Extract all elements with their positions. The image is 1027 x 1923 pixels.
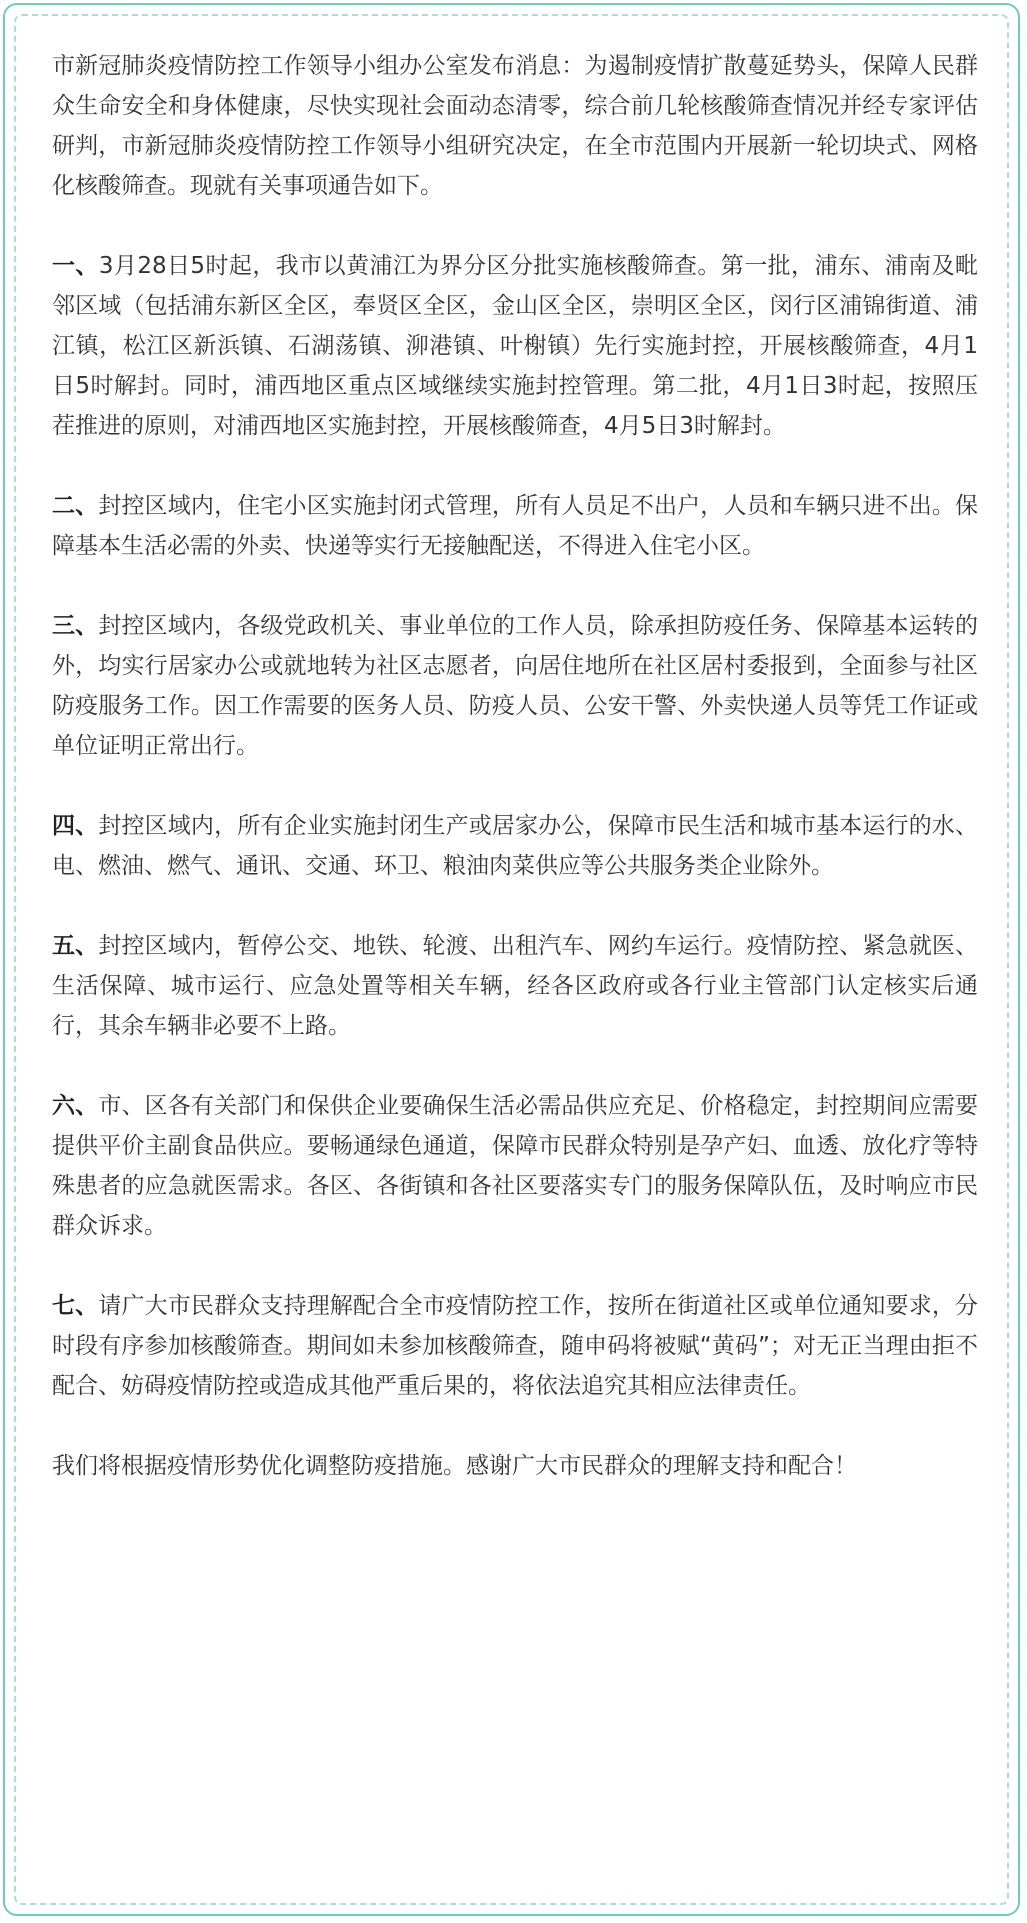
item-text: 请广大市民群众支持理解配合全市疫情防控工作，按所在街道社区或单位通知要求，分时段有序参加核酸筛查。期间如未参加核酸筛查，随申码将被赋“黄码”；对无正当理由拒不配合、妨碍疫情防控或造成其他严重后果的，将依法追究其相应法律责任。	[52, 1293, 979, 1399]
intro-paragraph: 市新冠肺炎疫情防控工作领导小组办公室发布消息：为遏制疫情扩散蔓延势头，保障人民群众生命安全和身体健康，尽快实现社会面动态清零，综合前几轮核酸筛查情况并经专家评估研判，市新冠肺炎疫情防控工作领导小组研究决定，在全市范围内开展新一轮切块式、网格化核酸筛查。现就有关事项通告如下。	[52, 53, 978, 199]
item-text: 封控区域内，各级党政机关、事业单位的工作人员，除承担防疫任务、保障基本运转的外，均实行居家办公或就地转为社区志愿者，向居住地所在社区居村委报到，全面参与社区防疫服务工作。因工作需要的医务人员、防疫人员、公安干警、外卖快递人员等凭工作证或单位证明正常出行。	[52, 613, 979, 759]
closing-paragraph: 我们将根据疫情形势优化调整防疫措施。感谢广大市民群众的理解支持和配合！	[52, 1453, 857, 1479]
item-paragraph-6	[52, 1086, 978, 1246]
item-text: 市、区各有关部门和保供企业要确保生活必需品供应充足、价格稳定，封控期间应需要提供平价主副食品供应。要畅通绿色通道，保障市民群众特别是孕产妇、血透、放化疗等特殊患者的应急就医需求。各区、各街镇和各社区要落实专门的服务保障队伍，及时响应市民群众诉求。	[52, 1093, 979, 1239]
notice-body	[52, 46, 978, 1486]
item-paragraph-1	[52, 246, 978, 446]
item-text: 封控区域内，所有企业实施封闭生产或居家办公，保障市民生活和城市基本运行的水、电、燃油、燃气、通讯、交通、环卫、粮油肉菜供应等公共服务类企业除外。	[52, 813, 979, 879]
item-text: 封控区域内，住宅小区实施封闭式管理，所有人员足不出户，人员和车辆只进不出。保障基本生活必需的外卖、快递等实行无接触配送，不得进入住宅小区。	[52, 493, 979, 559]
item-number: 四、	[52, 813, 99, 839]
item-number: 二、	[52, 493, 99, 519]
item-number: 七、	[52, 1293, 99, 1319]
item-paragraph-5	[52, 926, 978, 1046]
item-text: 3月28日5时起，我市以黄浦江为界分区分批实施核酸筛查。第一批，浦东、浦南及毗邻区域（包括浦东新区全区，奉贤区全区，金山区全区，崇明区全区，闵行区浦锦街道、浦江镇，松江区新浜镇、石湖荡镇、泖港镇、叶榭镇）先行实施封控，开展核酸筛查，4月1日5时解封。同时，浦西地区重点区域继续实施封控管理。第二批，4月1日3时起，按照压茬推进的原则，对浦西地区实施封控，开展核酸筛查，4月5日3时解封。	[52, 253, 978, 439]
item-number: 六、	[52, 1093, 99, 1119]
item-number: 三、	[52, 613, 99, 639]
item-number: 五、	[52, 933, 99, 959]
item-paragraph-7	[52, 1286, 978, 1406]
item-paragraph-2	[52, 486, 978, 566]
item-paragraph-4	[52, 806, 978, 886]
item-paragraph-3	[52, 606, 978, 766]
item-number: 一、	[52, 253, 99, 279]
item-text: 封控区域内，暂停公交、地铁、轮渡、出租汽车、网约车运行。疫情防控、紧急就医、生活保障、城市运行、应急处置等相关车辆，经各区政府或各行业主管部门认定核实后通行，其余车辆非必要不上路。	[52, 933, 979, 1039]
